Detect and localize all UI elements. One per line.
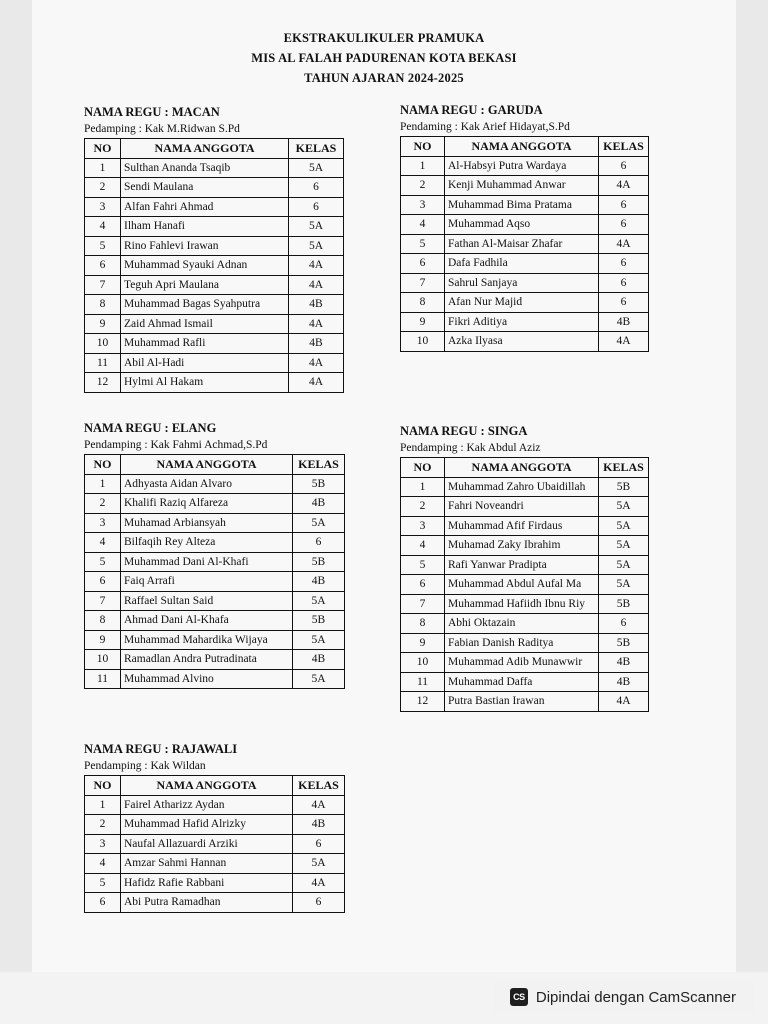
table-row bbox=[85, 178, 344, 198]
group-title: NAMA REGU : ELANG bbox=[84, 421, 217, 435]
cell-no: 2 bbox=[401, 497, 445, 517]
cell-kelas: 5A bbox=[599, 497, 649, 517]
cell-no: 2 bbox=[85, 178, 121, 198]
cell-kelas: 5A bbox=[289, 236, 344, 256]
table-row bbox=[401, 215, 649, 235]
cell-kelas: 5A bbox=[293, 854, 345, 874]
cell-no: 10 bbox=[401, 332, 445, 352]
cell-kelas: 4B bbox=[599, 653, 649, 673]
cell-nama: Faiq Arrafi bbox=[121, 572, 293, 592]
table-row bbox=[401, 692, 649, 712]
table-row bbox=[401, 516, 649, 536]
cell-nama: Amzar Sahmi Hannan bbox=[121, 854, 293, 874]
cell-no: 3 bbox=[401, 516, 445, 536]
cell-nama: Muhammad Hafid Alrizky bbox=[121, 815, 293, 835]
cell-nama: Adhyasta Aidan Alvaro bbox=[121, 474, 293, 494]
cell-no: 5 bbox=[401, 234, 445, 254]
cell-kelas: 4B bbox=[289, 295, 344, 315]
cell-no: 12 bbox=[85, 373, 121, 393]
table-row bbox=[401, 156, 649, 176]
cell-no: 6 bbox=[401, 254, 445, 274]
table-row bbox=[401, 234, 649, 254]
table-row bbox=[401, 633, 649, 653]
cell-no: 10 bbox=[401, 653, 445, 673]
cell-no: 3 bbox=[85, 834, 121, 854]
cell-nama: Khalifi Raziq Alfareza bbox=[121, 494, 293, 514]
cell-nama: Fahri Noveandri bbox=[445, 497, 599, 517]
table-row bbox=[85, 256, 344, 276]
cell-kelas: 5A bbox=[293, 513, 345, 533]
members-table bbox=[84, 454, 345, 689]
cell-kelas: 4A bbox=[599, 234, 649, 254]
camscanner-watermark bbox=[494, 980, 754, 1014]
group-pendamping: Pendamping : Kak Fahmi Achmad,S.Pd bbox=[84, 439, 268, 451]
cell-nama: Muhammad Afif Firdaus bbox=[445, 516, 599, 536]
cell-nama: Muhamad Arbiansyah bbox=[121, 513, 293, 533]
cell-nama: Fikri Aditiya bbox=[445, 312, 599, 332]
cell-kelas: 6 bbox=[289, 197, 344, 217]
cell-no: 10 bbox=[85, 650, 121, 670]
table-row bbox=[401, 293, 649, 313]
document-title bbox=[0, 28, 768, 88]
cell-kelas: 5A bbox=[293, 669, 345, 689]
cell-nama: Muhamad Zaky Ibrahim bbox=[445, 536, 599, 556]
table-row bbox=[85, 611, 345, 631]
cell-no: 8 bbox=[401, 293, 445, 313]
table-row bbox=[401, 312, 649, 332]
cell-nama: Kenji Muhammad Anwar bbox=[445, 176, 599, 196]
cell-kelas: 4B bbox=[293, 815, 345, 835]
table-header-row bbox=[85, 139, 344, 159]
cell-nama: Sendi Maulana bbox=[121, 178, 289, 198]
cell-kelas: 6 bbox=[599, 156, 649, 176]
table-row bbox=[401, 254, 649, 274]
cell-no: 6 bbox=[401, 575, 445, 595]
cell-kelas: 5A bbox=[289, 217, 344, 237]
header-kelas: KELAS bbox=[293, 455, 345, 475]
cell-kelas: 5B bbox=[293, 611, 345, 631]
table-row bbox=[85, 217, 344, 237]
cell-kelas: 4A bbox=[599, 332, 649, 352]
table-row bbox=[401, 672, 649, 692]
cell-nama: Sahrul Sanjaya bbox=[445, 273, 599, 293]
cell-kelas: 4A bbox=[599, 176, 649, 196]
cell-kelas: 6 bbox=[289, 178, 344, 198]
cell-kelas: 5B bbox=[293, 552, 345, 572]
cell-no: 5 bbox=[85, 236, 121, 256]
cell-no: 11 bbox=[85, 669, 121, 689]
cell-no: 9 bbox=[85, 314, 121, 334]
group-pendamping: Pendamping : Kak Wildan bbox=[84, 760, 206, 772]
cell-no: 8 bbox=[85, 611, 121, 631]
cell-kelas: 5B bbox=[599, 594, 649, 614]
cell-kelas: 4B bbox=[289, 334, 344, 354]
cell-kelas: 4B bbox=[599, 672, 649, 692]
cell-no: 4 bbox=[85, 533, 121, 553]
cell-kelas: 6 bbox=[599, 273, 649, 293]
cell-nama: Naufal Allazuardi Arziki bbox=[121, 834, 293, 854]
header-nama-anggota: NAMA ANGGOTA bbox=[445, 137, 599, 157]
cell-nama: Muhammad Syauki Adnan bbox=[121, 256, 289, 276]
cell-kelas: 6 bbox=[293, 533, 345, 553]
table-row bbox=[401, 176, 649, 196]
cell-nama: Abhi Oktazain bbox=[445, 614, 599, 634]
table-row bbox=[85, 275, 344, 295]
cell-nama: Zaid Ahmad Ismail bbox=[121, 314, 289, 334]
cell-nama: Afan Nur Majid bbox=[445, 293, 599, 313]
cell-no: 4 bbox=[85, 217, 121, 237]
cell-kelas: 6 bbox=[293, 893, 345, 913]
cell-kelas: 4A bbox=[289, 373, 344, 393]
cell-no: 3 bbox=[85, 513, 121, 533]
group-singa bbox=[400, 423, 649, 712]
cell-nama: Ilham Hanafi bbox=[121, 217, 289, 237]
cell-kelas: 6 bbox=[599, 195, 649, 215]
header-nama-anggota: NAMA ANGGOTA bbox=[121, 455, 293, 475]
cell-no: 4 bbox=[401, 536, 445, 556]
table-row bbox=[401, 614, 649, 634]
cell-kelas: 5A bbox=[599, 555, 649, 575]
cell-nama: Teguh Apri Maulana bbox=[121, 275, 289, 295]
table-row bbox=[401, 195, 649, 215]
cell-no: 4 bbox=[401, 215, 445, 235]
table-header-row bbox=[401, 458, 649, 478]
table-row bbox=[85, 494, 345, 514]
cell-no: 1 bbox=[401, 477, 445, 497]
table-row bbox=[85, 834, 345, 854]
camscanner-logo-icon: CS bbox=[510, 988, 528, 1006]
cell-no: 11 bbox=[401, 672, 445, 692]
group-title: NAMA REGU : RAJAWALI bbox=[84, 742, 238, 756]
cell-nama: Muhammad Aqso bbox=[445, 215, 599, 235]
cell-nama: Muhammad Adib Munawwir bbox=[445, 653, 599, 673]
cell-kelas: 4A bbox=[289, 314, 344, 334]
table-row bbox=[85, 513, 345, 533]
cell-nama: Ramadlan Andra Putradinata bbox=[121, 650, 293, 670]
cell-nama: Al-Habsyi Putra Wardaya bbox=[445, 156, 599, 176]
table-row bbox=[85, 650, 345, 670]
cell-kelas: 5A bbox=[599, 516, 649, 536]
table-row bbox=[85, 158, 344, 178]
header-kelas: KELAS bbox=[599, 137, 649, 157]
table-row bbox=[85, 353, 344, 373]
table-row bbox=[401, 273, 649, 293]
cell-kelas: 6 bbox=[599, 614, 649, 634]
table-row bbox=[85, 236, 344, 256]
cell-kelas: 6 bbox=[599, 215, 649, 235]
cell-nama: Putra Bastian Irawan bbox=[445, 692, 599, 712]
cell-kelas: 6 bbox=[599, 293, 649, 313]
cell-kelas: 5A bbox=[289, 158, 344, 178]
cell-nama: Muhammad Bagas Syahputra bbox=[121, 295, 289, 315]
cell-no: 7 bbox=[401, 273, 445, 293]
cell-no: 1 bbox=[85, 474, 121, 494]
group-macan bbox=[84, 104, 344, 393]
group-pendamping: Pedamping : Kak M.Ridwan S.Pd bbox=[84, 123, 240, 135]
members-table bbox=[400, 457, 649, 712]
cell-no: 2 bbox=[401, 176, 445, 196]
header-kelas: KELAS bbox=[293, 776, 345, 796]
table-row bbox=[401, 332, 649, 352]
camscanner-label: Dipindai dengan CamScanner bbox=[535, 988, 736, 1006]
table-row bbox=[85, 197, 344, 217]
cell-no: 7 bbox=[85, 591, 121, 611]
table-row bbox=[85, 591, 345, 611]
cell-nama: Ahmad Dani Al-Khafa bbox=[121, 611, 293, 631]
cell-no: 11 bbox=[85, 353, 121, 373]
table-row bbox=[401, 594, 649, 614]
table-row bbox=[85, 669, 345, 689]
table-row bbox=[85, 873, 345, 893]
cell-nama: Hylmi Al Hakam bbox=[121, 373, 289, 393]
table-row bbox=[85, 552, 345, 572]
cell-nama: Rafi Yanwar Pradipta bbox=[445, 555, 599, 575]
members-table bbox=[84, 138, 344, 393]
cell-nama: Abil Al-Hadi bbox=[121, 353, 289, 373]
table-row bbox=[85, 630, 345, 650]
cell-no: 7 bbox=[85, 275, 121, 295]
cell-kelas: 6 bbox=[293, 834, 345, 854]
cell-nama: Muhammad Mahardika Wijaya bbox=[121, 630, 293, 650]
table-row bbox=[85, 373, 344, 393]
cell-kelas: 4B bbox=[293, 572, 345, 592]
table-row bbox=[401, 653, 649, 673]
cell-nama: Rino Fahlevi Irawan bbox=[121, 236, 289, 256]
cell-kelas: 5A bbox=[599, 575, 649, 595]
cell-nama: Muhammad Bima Pratama bbox=[445, 195, 599, 215]
table-header-row bbox=[401, 137, 649, 157]
cell-kelas: 4A bbox=[293, 873, 345, 893]
group-title: NAMA REGU : GARUDA bbox=[400, 103, 543, 117]
cell-no: 5 bbox=[401, 555, 445, 575]
group-pendamping: Pendamping : Kak Abdul Aziz bbox=[400, 442, 541, 454]
cell-no: 5 bbox=[85, 873, 121, 893]
cell-no: 1 bbox=[85, 795, 121, 815]
title-line-1: EKSTRAKULIKULER PRAMUKA bbox=[283, 31, 485, 45]
table-row bbox=[85, 815, 345, 835]
cell-kelas: 4A bbox=[293, 795, 345, 815]
title-line-3: TAHUN AJARAN 2024-2025 bbox=[304, 71, 464, 85]
cell-nama: Bilfaqih Rey Alteza bbox=[121, 533, 293, 553]
header-no: NO bbox=[401, 137, 445, 157]
group-garuda bbox=[400, 102, 649, 352]
cell-no: 1 bbox=[401, 156, 445, 176]
cell-no: 1 bbox=[85, 158, 121, 178]
header-no: NO bbox=[85, 776, 121, 796]
cell-nama: Muhammad Abdul Aufal Ma bbox=[445, 575, 599, 595]
table-row bbox=[85, 795, 345, 815]
header-kelas: KELAS bbox=[599, 458, 649, 478]
cell-nama: Sulthan Ananda Tsaqib bbox=[121, 158, 289, 178]
cell-no: 12 bbox=[401, 692, 445, 712]
cell-no: 2 bbox=[85, 494, 121, 514]
members-table bbox=[400, 136, 649, 352]
cell-kelas: 4B bbox=[599, 312, 649, 332]
header-no: NO bbox=[85, 455, 121, 475]
table-row bbox=[85, 854, 345, 874]
table-row bbox=[85, 295, 344, 315]
cell-no: 6 bbox=[85, 572, 121, 592]
cell-no: 6 bbox=[85, 893, 121, 913]
cell-nama: Dafa Fadhila bbox=[445, 254, 599, 274]
cell-nama: Muhammad Alvino bbox=[121, 669, 293, 689]
table-row bbox=[401, 575, 649, 595]
title-line-2: MIS AL FALAH PADURENAN KOTA BEKASI bbox=[251, 51, 517, 65]
header-kelas: KELAS bbox=[289, 139, 344, 159]
header-no: NO bbox=[401, 458, 445, 478]
group-elang bbox=[84, 420, 345, 689]
table-row bbox=[85, 314, 344, 334]
cell-nama: Muhammad Zahro Ubaidillah bbox=[445, 477, 599, 497]
cell-no: 7 bbox=[401, 594, 445, 614]
header-nama-anggota: NAMA ANGGOTA bbox=[121, 776, 293, 796]
cell-no: 3 bbox=[401, 195, 445, 215]
cell-nama: Muhammad Rafli bbox=[121, 334, 289, 354]
cell-no: 6 bbox=[85, 256, 121, 276]
cell-kelas: 4A bbox=[289, 353, 344, 373]
cell-nama: Muhammad Hafiidh Ibnu Riy bbox=[445, 594, 599, 614]
cell-kelas: 5B bbox=[599, 477, 649, 497]
table-header-row bbox=[85, 776, 345, 796]
cell-nama: Fabian Danish Raditya bbox=[445, 633, 599, 653]
table-row bbox=[85, 572, 345, 592]
cell-no: 9 bbox=[401, 633, 445, 653]
table-row bbox=[401, 555, 649, 575]
group-rajawali bbox=[84, 741, 345, 913]
cell-kelas: 4A bbox=[289, 256, 344, 276]
cell-no: 3 bbox=[85, 197, 121, 217]
cell-kelas: 4A bbox=[289, 275, 344, 295]
cell-no: 9 bbox=[85, 630, 121, 650]
table-row bbox=[85, 334, 344, 354]
group-title: NAMA REGU : MACAN bbox=[84, 105, 220, 119]
cell-kelas: 6 bbox=[599, 254, 649, 274]
cell-nama: Muhammad Dani Al-Khafi bbox=[121, 552, 293, 572]
header-nama-anggota: NAMA ANGGOTA bbox=[121, 139, 289, 159]
cell-kelas: 5A bbox=[599, 536, 649, 556]
cell-no: 8 bbox=[85, 295, 121, 315]
table-row bbox=[401, 477, 649, 497]
cell-nama: Alfan Fahri Ahmad bbox=[121, 197, 289, 217]
cell-no: 5 bbox=[85, 552, 121, 572]
table-header-row bbox=[85, 455, 345, 475]
cell-no: 10 bbox=[85, 334, 121, 354]
cell-no: 4 bbox=[85, 854, 121, 874]
table-row bbox=[401, 536, 649, 556]
cell-no: 2 bbox=[85, 815, 121, 835]
table-row bbox=[85, 533, 345, 553]
group-pendamping: Pendaming : Kak Arief Hidayat,S.Pd bbox=[400, 121, 570, 133]
cell-kelas: 4A bbox=[599, 692, 649, 712]
table-row bbox=[401, 497, 649, 517]
cell-kelas: 5B bbox=[599, 633, 649, 653]
table-row bbox=[85, 893, 345, 913]
cell-nama: Raffael Sultan Said bbox=[121, 591, 293, 611]
cell-nama: Abi Putra Ramadhan bbox=[121, 893, 293, 913]
group-title: NAMA REGU : SINGA bbox=[400, 424, 528, 438]
cell-kelas: 5B bbox=[293, 474, 345, 494]
cell-nama: Hafidz Rafie Rabbani bbox=[121, 873, 293, 893]
members-table bbox=[84, 775, 345, 913]
cell-nama: Fairel Atharizz Aydan bbox=[121, 795, 293, 815]
cell-no: 8 bbox=[401, 614, 445, 634]
cell-kelas: 4B bbox=[293, 650, 345, 670]
cell-kelas: 4B bbox=[293, 494, 345, 514]
cell-no: 9 bbox=[401, 312, 445, 332]
cell-nama: Azka Ilyasa bbox=[445, 332, 599, 352]
cell-kelas: 5A bbox=[293, 591, 345, 611]
table-row bbox=[85, 474, 345, 494]
cell-kelas: 5A bbox=[293, 630, 345, 650]
cell-nama: Muhammad Daffa bbox=[445, 672, 599, 692]
header-no: NO bbox=[85, 139, 121, 159]
header-nama-anggota: NAMA ANGGOTA bbox=[445, 458, 599, 478]
cell-nama: Fathan Al-Maisar Zhafar bbox=[445, 234, 599, 254]
